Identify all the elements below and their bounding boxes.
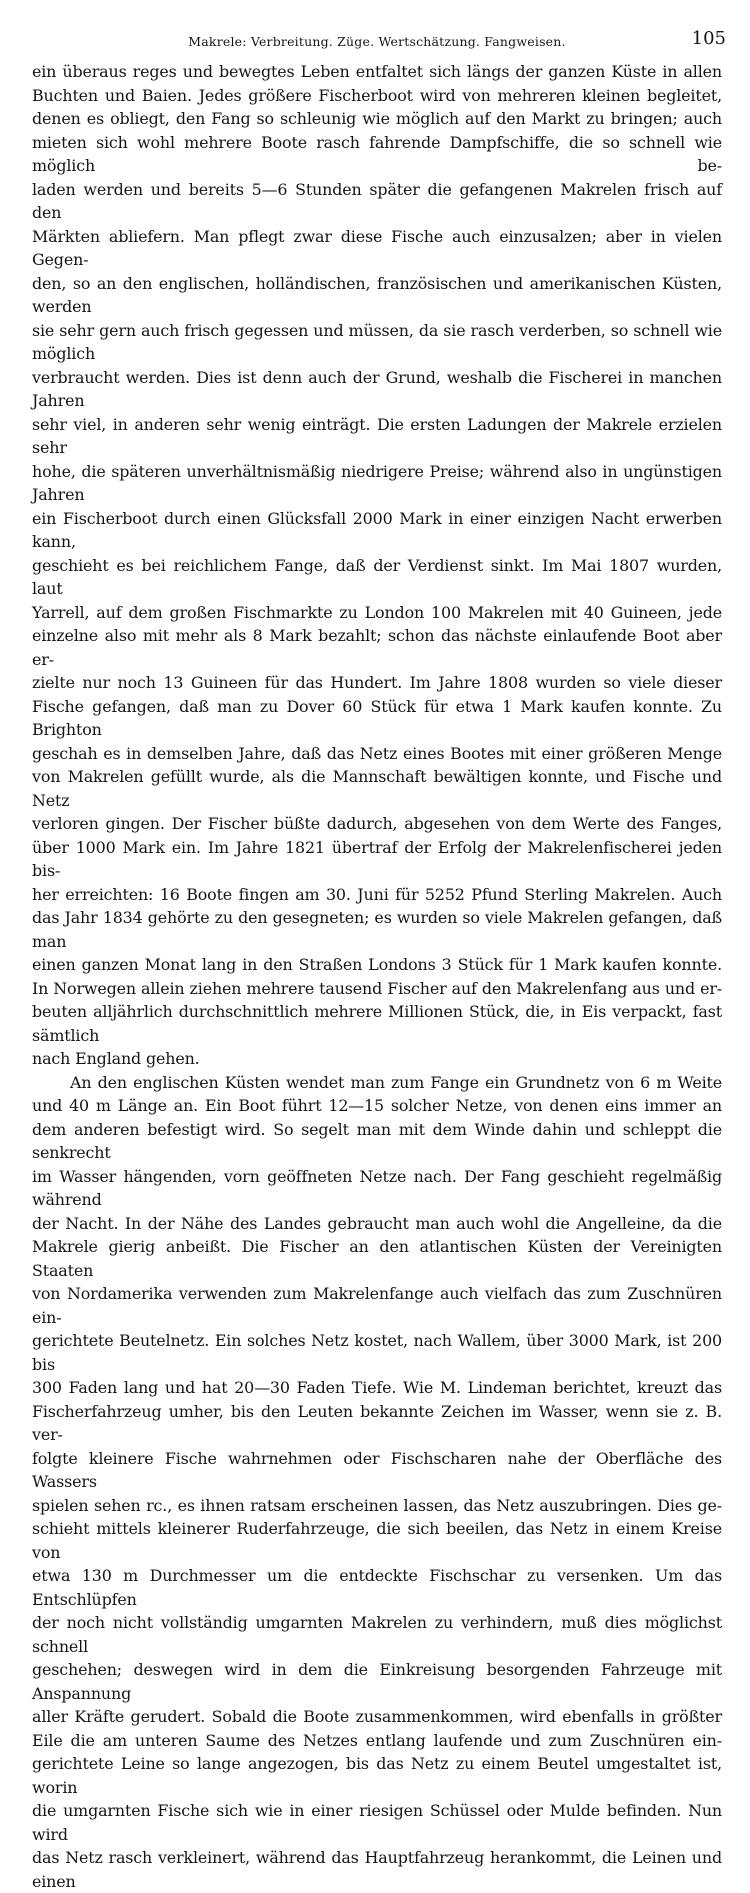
text-line: gerichtete Leine so lange angezogen, bis das Netz zu einem Beutel umgestaltet ist, worin: [32, 1754, 722, 1797]
text-line: der noch nicht vollständig umgarnten Makrelen zu verhindern, muß dies möglichst schnell: [32, 1613, 722, 1656]
text-line: Märkten abliefern. Man pflegt zwar diese Fische auch einzusalzen; aber in vielen Gegen-: [32, 226, 722, 269]
text-line: gerichtete Beutelnetz. Ein solches Netz kostet, nach Wallem, über 3000 Mark, ist 200 bis: [32, 1331, 722, 1374]
text-line: ein Fischerboot durch einen Glücksfall 2000 Mark in einer einzigen Nacht erwerben kann,: [32, 508, 722, 551]
text-line: aller Kräfte gerudert. Sobald die Boote zusammenkommen, wird ebenfalls in größter: [32, 1707, 722, 1726]
body-text: [32, 60, 722, 1893]
text-line: dem anderen befestigt wird. So segelt man mit dem Winde dahin und schleppt die senkrecht: [32, 1119, 722, 1162]
text-line: laden werden und bereits 5—6 Stunden später die gefangenen Makrelen frisch auf den: [32, 179, 722, 222]
text-line: folgte kleinere Fische wahrnehmen oder Fischscharen nahe der Oberfläche des Wassers: [32, 1448, 722, 1491]
text-line: her erreichten: 16 Boote fingen am 30. Juni für 5252 Pfund Sterling Makrelen. Auch: [32, 884, 722, 904]
text-line: Eile die am unteren Saume des Netzes entlang laufende und zum Zuschnüren ein-: [32, 1730, 722, 1750]
text-line: das Jahr 1834 gehörte zu den gesegneten; es wurden so viele Makrelen gefangen, daß man: [32, 908, 722, 951]
text-line: Fischerfahrzeug umher, bis den Leuten bekannte Zeichen im Wasser, wenn sie z. B. ver-: [32, 1401, 722, 1444]
text-line: verloren gingen. Der Fischer büßte dadurch, abgesehen von dem Werte des Fanges,: [32, 814, 722, 833]
text-line: geschieht es bei reichlichem Fange, daß der Verdienst sinkt. Im Mai 1807 wurden, laut: [32, 555, 722, 598]
running-head-title: Makrele: Verbreitung. Züge. Wertschätzung. Fangweisen.: [188, 34, 566, 49]
text-line: nach England gehen.: [32, 1049, 200, 1068]
text-line: sehr viel, in anderen sehr wenig einträgt. Die ersten Ladungen der Makrele erzielen sehr: [32, 414, 722, 457]
running-header: [32, 28, 726, 60]
text-line: und 40 m Länge an. Ein Boot führt 12—15 solcher Netze, von denen eins immer an: [32, 1096, 722, 1115]
text-line: hohe, die späteren unverhältnismäßig niedrigere Preise; während also in ungünstigen Jahren: [32, 461, 722, 504]
text-line: In Norwegen allein ziehen mehrere tausend Fischer auf den Makrelenfang aus und er-: [32, 978, 722, 998]
text-line: denen es obliegt, den Fang so schleunig wie möglich auf den Markt zu bringen; auch: [32, 109, 722, 128]
text-line: spielen sehen rc., es ihnen ratsam erscheinen lassen, das Netz auszubringen. Dies ge-: [32, 1495, 722, 1515]
text-line: mieten sich wohl mehrere Boote rasch fahrende Dampfschiffe, die so schnell wie möglich be-: [32, 132, 722, 175]
text-line: geschah es in demselben Jahre, daß das Netz eines Bootes mit einer größeren Menge: [32, 743, 722, 763]
text-line: Makrele gierig anbeißt. Die Fischer an den atlantischen Küsten der Vereinigten Staaten: [32, 1237, 722, 1280]
text-line: die umgarnten Fische sich wie in einer riesigen Schüssel oder Mulde befinden. Nun wird: [32, 1801, 722, 1844]
text-line: schieht mittels kleinerer Ruderfahrzeuge, die sich beeilen, das Netz in einem Kreise von: [32, 1519, 722, 1562]
text-line: von Nordamerika verwenden zum Makrelenfange auch vielfach das zum Zuschnüren ein-: [32, 1284, 722, 1327]
text-line: den, so an den englischen, holländischen, französischen und amerikanischen Küsten, werden: [32, 273, 722, 316]
text-line: ein überaus reges und bewegtes Leben entfaltet sich längs der ganzen Küste in allen: [32, 62, 722, 81]
text-line: etwa 130 m Durchmesser um die entdeckte Fischschar zu versenken. Um das Entschlüpfen: [32, 1566, 722, 1609]
text-line: Buchten und Baien. Jedes größere Fischerboot wird von mehreren kleinen begleitet,: [32, 85, 722, 105]
text-line: über 1000 Mark ein. Im Jahre 1821 übertraf der Erfolg der Makrelenfischerei jeden bis-: [32, 837, 722, 880]
text-line: Yarrell, auf dem großen Fischmarkte zu London 100 Makrelen mit 40 Guineen, jede: [32, 602, 722, 622]
text-line: einzelne also mit mehr als 8 Mark bezahlt; schon das nächste einlaufende Boot aber er-: [32, 626, 722, 669]
page-number: 105: [691, 28, 726, 49]
text-line: 300 Faden lang und hat 20—30 Faden Tiefe. Wie M. Lindeman berichtet, kreuzt das: [32, 1378, 722, 1397]
text-line: der Nacht. In der Nähe des Landes gebraucht man auch wohl die Angelleine, da die: [32, 1213, 722, 1233]
text-line: Fische gefangen, daß man zu Dover 60 Stück für etwa 1 Mark kaufen konnte. Zu Brighton: [32, 696, 722, 739]
text-line: zielte nur noch 13 Guineen für das Hundert. Im Jahre 1808 wurden so viele dieser: [32, 673, 722, 692]
text-line: An den englischen Küsten wendet man zum Fange ein Grundnetz von 6 m Weite: [70, 1072, 722, 1092]
text-line: einen ganzen Monat lang in den Straßen Londons 3 Stück für 1 Mark kaufen konnte.: [32, 955, 722, 974]
text-line: von Makrelen gefüllt wurde, als die Mannschaft bewältigen konnte, und Fische und Netz: [32, 767, 722, 810]
text-line: beuten alljährlich durchschnittlich mehrere Millionen Stück, die, in Eis verpackt, fast sämtlich: [32, 1002, 722, 1045]
text-line: im Wasser hängenden, vorn geöffneten Netze nach. Der Fang geschieht regelmäßig während: [32, 1166, 722, 1209]
book-page: [32, 28, 726, 1893]
text-line: geschehen; deswegen wird in dem die Einkreisung besorgenden Fahrzeuge mit Anspannung: [32, 1660, 722, 1703]
text-line: verbraucht werden. Dies ist denn auch der Grund, weshalb die Fischerei in manchen Jahren: [32, 367, 722, 410]
text-line: das Netz rasch verkleinert, während das Hauptfahrzeug herankommt, die Leinen und einen: [32, 1848, 722, 1891]
text-line: sie sehr gern auch frisch gegessen und müssen, da sie rasch verderben, so schnell wie möglich: [32, 320, 722, 363]
